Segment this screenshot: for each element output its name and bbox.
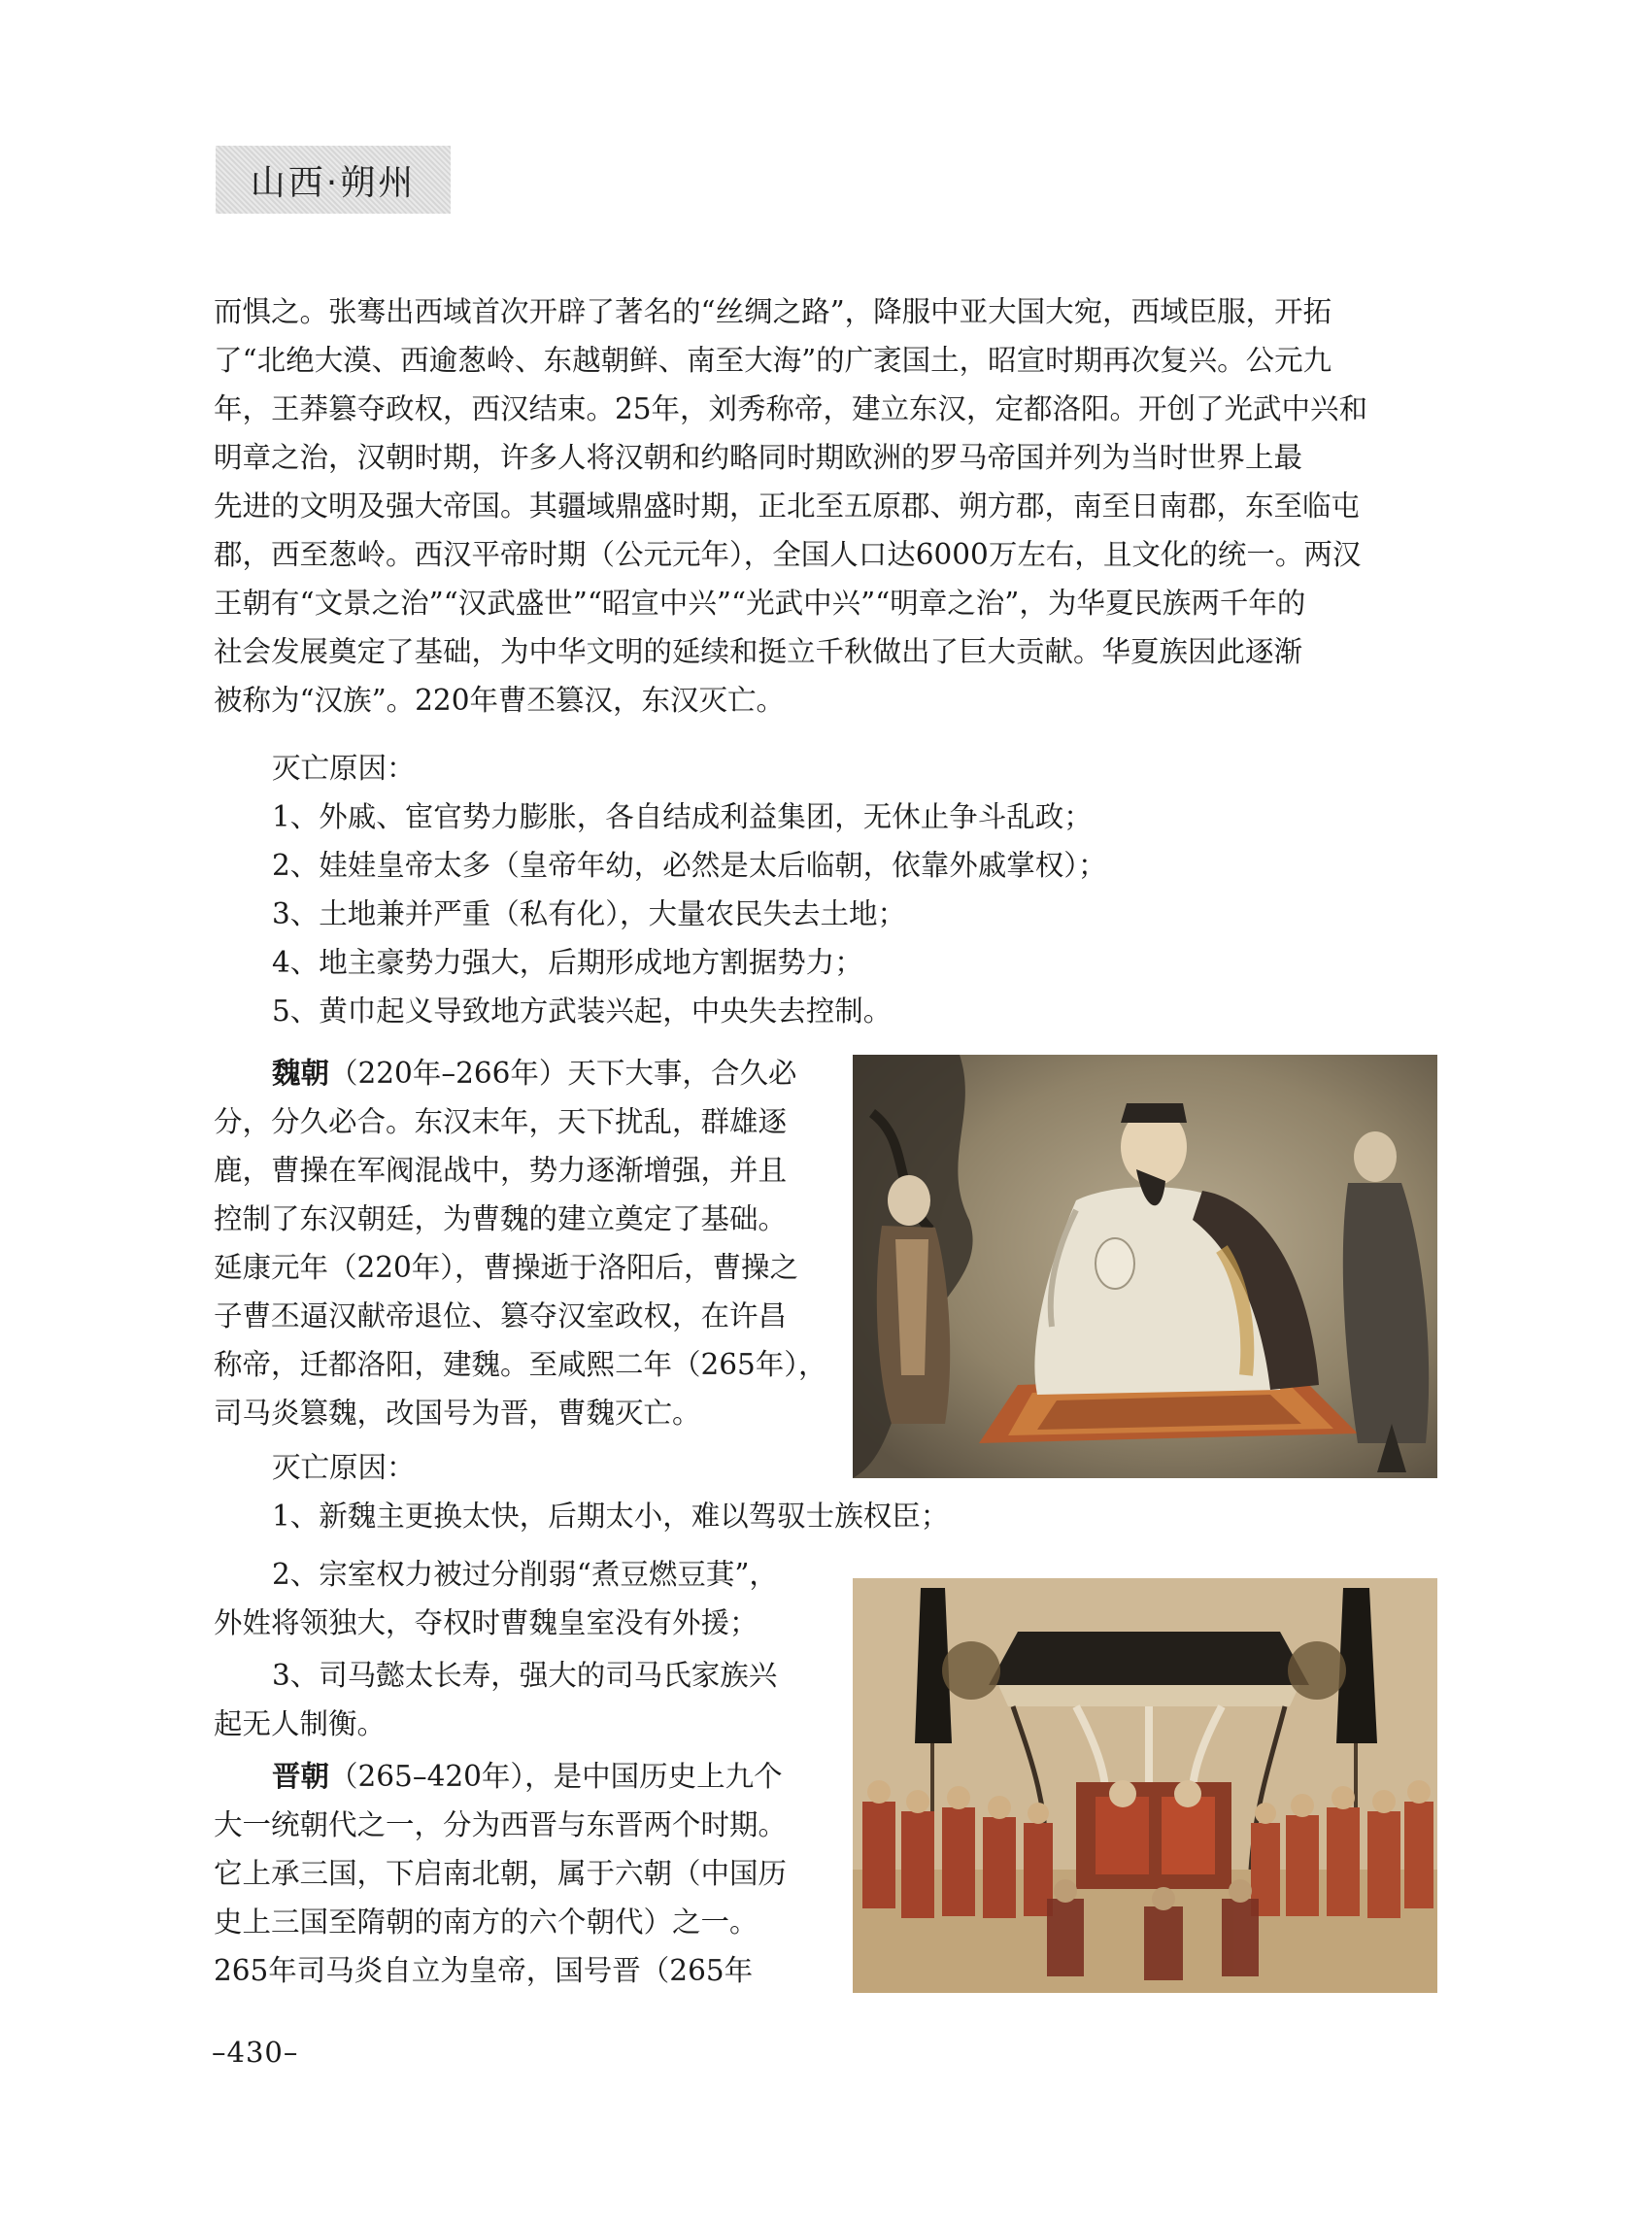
wei-line: 控制了东汉朝廷，为曹魏的建立奠定了基础。	[214, 1202, 788, 1235]
jin-first-line	[214, 1752, 893, 1801]
wei-line: 司马炎篡魏，改国号为晋，曹魏灭亡。	[214, 1397, 701, 1430]
wei-fall-item: 3、司马懿太长寿，强大的司马氏家族兴	[272, 1659, 778, 1692]
body-line: 了“北绝大漠、西逾葱岭、东越朝鲜、南至大海”的广袤国土，昭宣时期再次复兴。公元九	[214, 344, 1332, 377]
han-fall-item: 5、黄巾起义导致地方武装兴起，中央失去控制。	[272, 995, 893, 1028]
han-fall-item: 4、地主豪势力强大，后期形成地方割据势力；	[272, 946, 863, 979]
jin-line: 它上承三国，下启南北朝，属于六朝（中国历	[214, 1857, 788, 1890]
body-line: 王朝有“文景之治”“汉武盛世”“昭宣中兴”“光武中兴”“明章之治”，为华夏民族两千年的	[214, 587, 1306, 620]
body-line: 明章之治，汉朝时期，许多人将汉朝和约略同时期欧洲的罗马帝国并列为当时世界上最	[214, 441, 1303, 474]
wei-line: 称帝，迁都洛阳，建魏。至咸熙二年（265年），	[214, 1348, 827, 1381]
body-line: 年，王莽篡夺政权，西汉结束。25年，刘秀称帝，建立东汉，定都洛阳。开创了光武中兴和	[214, 392, 1368, 425]
wei-line: 分，分久必合。东汉末年，天下扰乱，群雄逐	[214, 1105, 788, 1138]
jin-court-painting	[853, 1578, 1437, 1993]
wei-heading: 魏朝	[272, 1056, 330, 1090]
body-line: 郡，西至葱岭。西汉平帝时期（公元元年），全国人口达6000万左右，且文化的统一。两汉	[214, 538, 1362, 571]
wei-fall-title: 灭亡原因：	[272, 1451, 416, 1484]
body-line: 社会发展奠定了基础，为中华文明的延续和挺立千秋做出了巨大贡献。华夏族因此逐渐	[214, 635, 1303, 668]
han-fall-item: 3、土地兼并严重（私有化），大量农民失去土地；	[272, 897, 907, 930]
jin-heading: 晋朝	[272, 1759, 330, 1793]
wei-first-line	[214, 1049, 893, 1097]
body-line: 先进的文明及强大帝国。其疆域鼎盛时期，正北至五原郡、朔方郡，南至日南郡，东至临屯	[214, 489, 1361, 523]
wei-fall-item: 1、新魏主更换太快，后期太小，难以驾驭士族权臣；	[272, 1500, 950, 1533]
jin-first-line-rest: （265–420年），是中国历史上九个	[329, 1760, 783, 1793]
jin-line: 大一统朝代之一，分为西晋与东晋两个时期。	[214, 1808, 788, 1841]
wei-fall-item: 起无人制衡。	[214, 1707, 387, 1740]
han-fall-title: 灭亡原因：	[272, 752, 416, 785]
wei-fall-item: 2、宗室权力被过分削弱“煮豆燃豆萁”，	[272, 1558, 778, 1591]
wei-first-line-rest: （220年–266年）天下大事，合久必	[329, 1057, 797, 1090]
body-line: 被称为“汉族”。220年曹丕篡汉，东汉灭亡。	[214, 684, 785, 717]
wei-line: 鹿，曹操在军阀混战中，势力逐渐增强，并且	[214, 1154, 788, 1187]
han-fall-item: 1、外戚、宦官势力膨胀，各自结成利益集团，无休止争斗乱政；	[272, 800, 1093, 833]
page-number: –430–	[212, 2036, 299, 2069]
wei-line: 子曹丕逼汉献帝退位、篡夺汉室政权，在许昌	[214, 1299, 788, 1332]
body-line: 而惧之。张骞出西域首次开辟了著名的“丝绸之路”，降服中亚大国大宛，西域臣服，开拓	[214, 295, 1332, 328]
wei-line: 延康元年（220年），曹操逝于洛阳后，曹操之	[214, 1251, 799, 1284]
wei-fall-item: 外姓将领独大，夺权时曹魏皇室没有外援；	[214, 1606, 759, 1639]
jin-line: 史上三国至隋朝的南方的六个朝代）之一。	[214, 1906, 759, 1939]
han-fall-item: 2、娃娃皇帝太多（皇帝年幼，必然是太后临朝，依靠外戚掌权）；	[272, 849, 1107, 882]
wei-emperor-painting	[853, 1055, 1437, 1478]
section-tag	[216, 146, 451, 214]
section-tag-text: 山西·朔州	[250, 162, 417, 203]
jin-line: 265年司马炎自立为皇帝，国号晋（265年	[214, 1954, 754, 1987]
